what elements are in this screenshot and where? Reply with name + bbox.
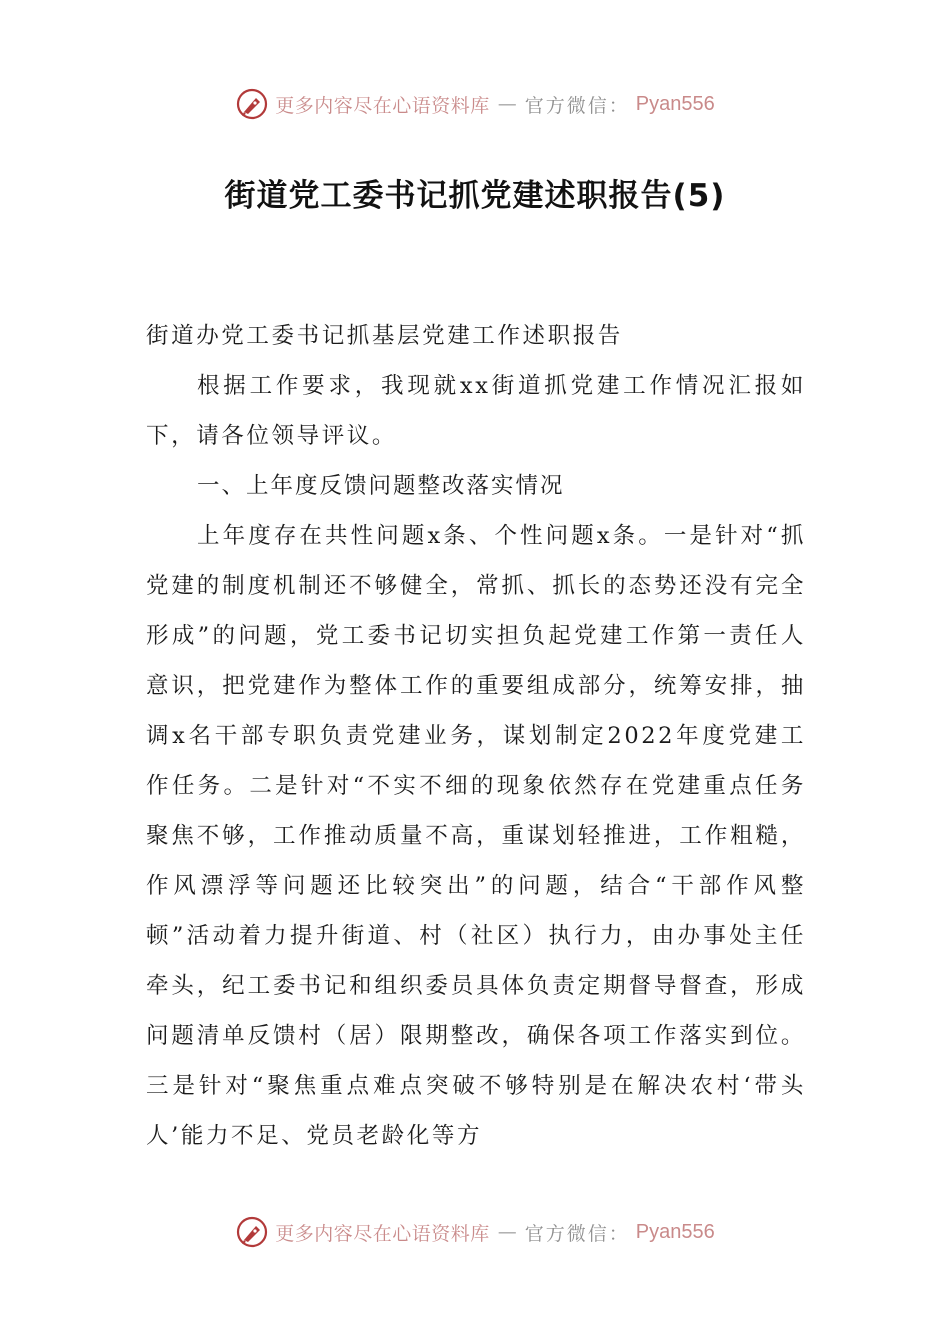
body-paragraph: 根据工作要求，我现就xx街道抓党建工作情况汇报如下，请各位领导评议。 bbox=[146, 373, 806, 449]
document-body bbox=[146, 311, 806, 1161]
watermark-separator: — bbox=[497, 1221, 517, 1243]
section-heading: 一、上年度反馈问题整改落实情况 bbox=[197, 473, 565, 499]
watermark-separator: — bbox=[497, 93, 517, 115]
pen-nib-logo-icon bbox=[235, 87, 269, 121]
watermark-wechat-id: Pyan556 bbox=[635, 1220, 715, 1243]
watermark-header bbox=[0, 84, 950, 124]
report-subtitle: 街道办党工委书记抓基层党建工作述职报告 bbox=[146, 323, 623, 349]
body-paragraph: 上年度存在共性问题x条、个性问题x条。一是针对“抓党建的制度机制还不够健全，常抓、抓长的态势还没有完全形成”的问题，党工委书记切实担负起党建工作第一责任人意识，把党建作为整体工作的重要组成部分，统筹安排，抽调x名干部专职负责党建业务，谋划制定2022年度党建工作任务。二是针对“不实不细的现象依然存在党建重点任务聚焦不够，工作推动质量不高，重谋划轻推进，工作粗糙，作风漂浮等问题还比较突出”的问题，结合“干部作风整顿”活动着力提升街道、村（社区）执行力，由办事处主任牵头，纪工委书记和组织委员具体负责定期督导督查，形成问题清单反馈村（居）限期整改，确保各项工作落实到位。三是针对“聚焦重点难点突破不够特别是在解决农村‘带头人’能力不足、党员老龄化等方 bbox=[146, 523, 806, 1149]
watermark-wechat-id: Pyan556 bbox=[635, 92, 715, 115]
watermark-wechat-label: 官方微信： bbox=[524, 1222, 630, 1245]
watermark-text: 更多内容尽在心语资料库 bbox=[275, 1222, 490, 1245]
watermark-text: 更多内容尽在心语资料库 bbox=[275, 94, 490, 117]
pen-nib-logo-icon bbox=[235, 1215, 269, 1249]
watermark-wechat-label: 官方微信： bbox=[524, 94, 630, 117]
document-title: 街道党工委书记抓党建述职报告(5) bbox=[224, 178, 726, 214]
watermark-footer bbox=[0, 1212, 950, 1252]
